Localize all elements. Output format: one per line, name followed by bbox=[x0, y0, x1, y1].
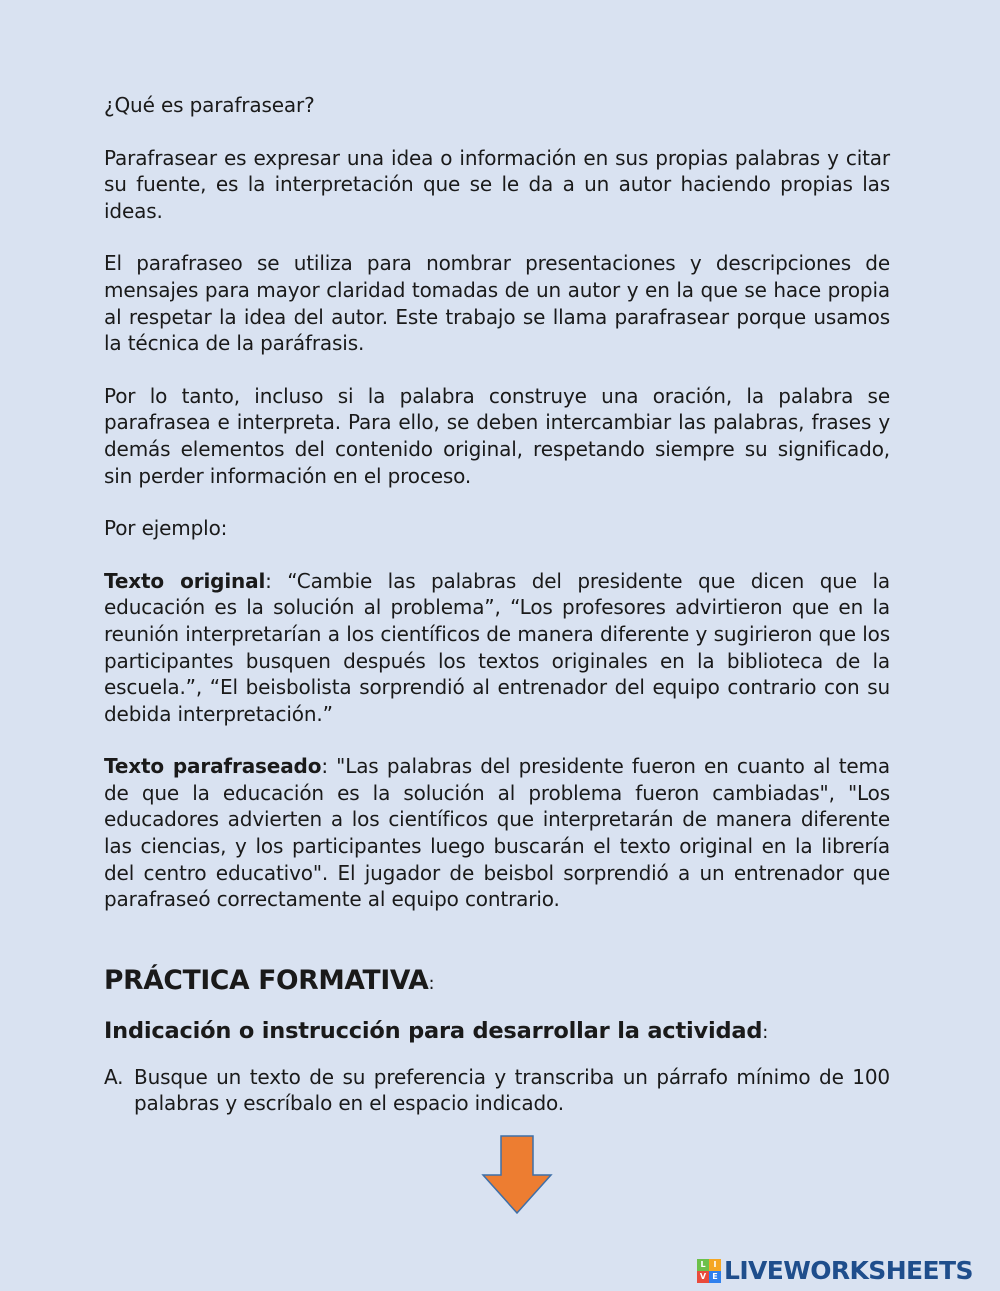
logo-mark-letter: E bbox=[709, 1271, 721, 1283]
paraphrased-text-label: Texto parafraseado bbox=[104, 754, 322, 779]
liveworksheets-logo-mark bbox=[697, 1259, 721, 1283]
section-title: PRÁCTICA FORMATIVA: bbox=[104, 964, 435, 996]
instruction-title: Indicación o instrucción para desarrollar la actividad: bbox=[104, 1017, 769, 1044]
paragraph-usage: El parafraseo se utiliza para nombrar presentaciones y descripciones de mensajes para mayor claridad tomadas de un autor y en la que se hace propia al respetar la idea del autor. Este trabajo se llama parafrasear porque usamos la técnica de la paráfrasis. bbox=[104, 251, 890, 356]
paragraph-process: Por lo tanto, incluso si la palabra construye una oración, la palabra se parafrasea e interpreta. Para ello, se deben intercambiar las palabras, frases y demás elementos del contenido original, respetando siempre su significado, sin perder información en el proceso. bbox=[104, 383, 890, 488]
example-intro: Por ejemplo: bbox=[104, 516, 228, 541]
original-text-body: : “Cambie las palabras del presidente que dicen que la educación es la solución al problema”, “Los profesores advirtieron que en la reunión interpretarían a los científicos de manera diferente y sugirieron que los participantes busquen después los textos originales en la biblioteca de la escuela.”, “El beisbolista sorprendió al entrenador del equipo contrario con su debida interpretación.” bbox=[104, 568, 890, 726]
logo-mark-letter: I bbox=[709, 1259, 721, 1271]
original-text-label: Texto original bbox=[104, 568, 266, 593]
liveworksheets-logo-text: LIVEWORKSHEETS bbox=[724, 1256, 973, 1285]
logo-mark-letter: V bbox=[697, 1271, 709, 1283]
task-text: Busque un texto de su preferencia y transcriba un párrafo mínimo de 100 palabras y escríbalo en el espacio indicado. bbox=[134, 1064, 890, 1116]
down-arrow-icon bbox=[481, 1135, 553, 1215]
task-marker: A. bbox=[104, 1064, 124, 1089]
paraphrased-text-paragraph bbox=[104, 753, 890, 913]
worksheet-content bbox=[104, 92, 890, 1117]
paragraph-definition: Parafrasear es expresar una idea o información en sus propias palabras y citar su fuente, es la interpretación que se le da a un autor haciendo propias las ideas. bbox=[104, 145, 890, 223]
original-text-paragraph bbox=[104, 568, 890, 728]
liveworksheets-logo bbox=[697, 1256, 973, 1285]
logo-mark-letter: L bbox=[697, 1259, 709, 1271]
task-item-a bbox=[104, 1064, 890, 1117]
paraphrased-text-body: : "Las palabras del presidente fueron en cuanto al tema de que la educación es la solución al problema fueron cambiadas", "Los educadores advierten a los científicos que interpretarán de manera diferente las ciencias, y los participantes luego buscarán el texto original en la librería del centro educativo". El jugador de beisbol sorprendió a un entrenador que parafraseó correctamente al equipo contrario. bbox=[104, 754, 890, 912]
question-heading: ¿Qué es parafrasear? bbox=[104, 93, 315, 117]
